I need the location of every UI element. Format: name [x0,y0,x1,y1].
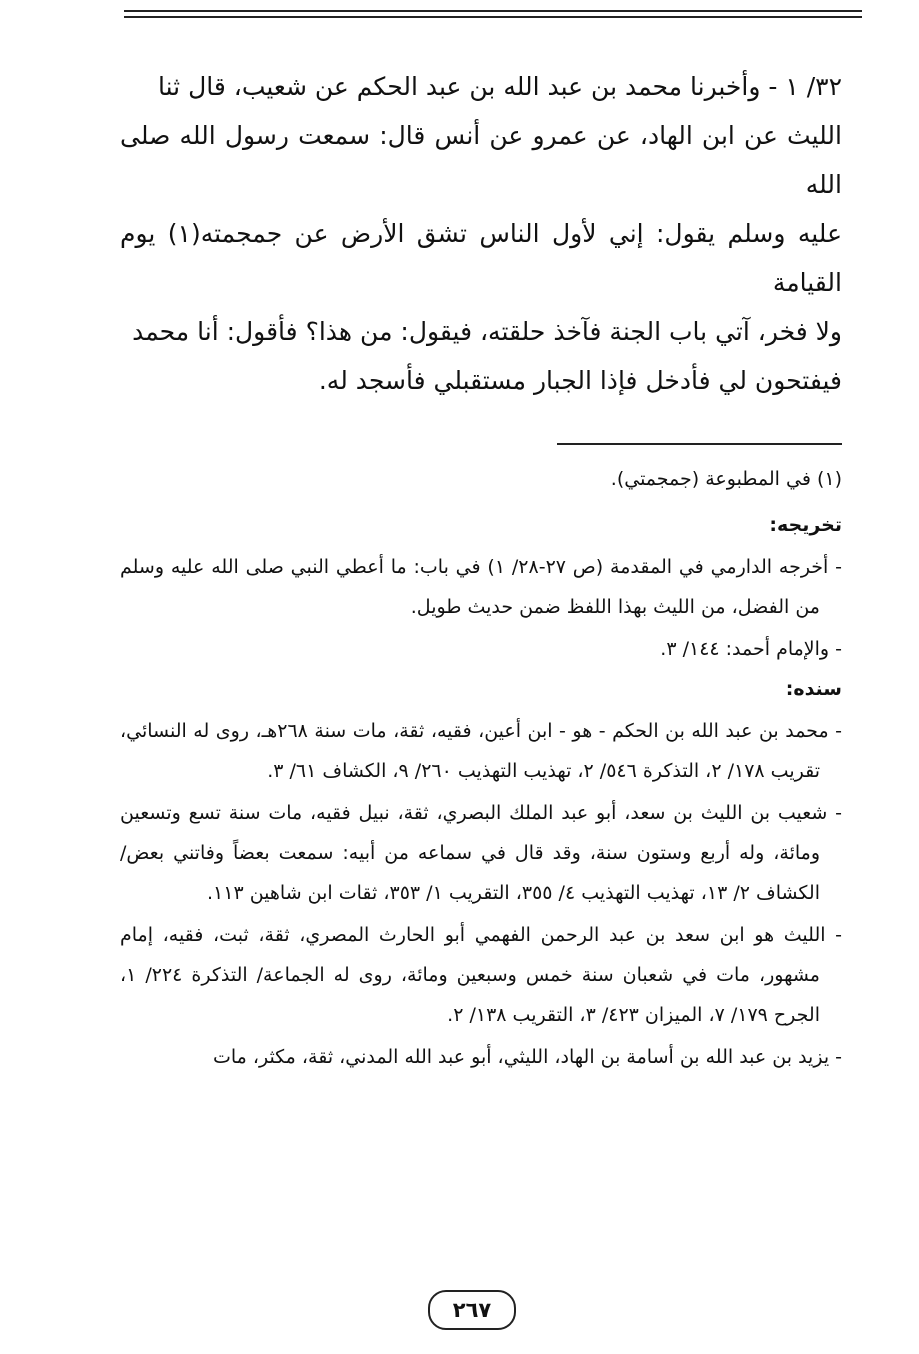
hadith-line: ٣٢/ ١ - وأخبرنا محمد بن عبد الله بن عبد الحكم عن شعيب، قال ثنا [158,72,842,101]
hadith-line: فيفتحون لي فأدخل فإذا الجبار مستقبلي فأسجد له. [318,366,842,395]
sanad-heading: سنده: [785,678,842,700]
sanad-entry: - يزيد بن عبد الله بن أسامة بن الهاد، الليثي، أبو عبد الله المدني، ثقة، مكثر، مات [212,1046,842,1068]
notes-section [120,461,842,1077]
hadith-line: ولا فخر، آتي باب الجنة فآخذ حلقته، فيقول: من هذا؟ فأقول: أنا محمد [132,317,842,346]
sanad-entry: - شعيب بن الليث بن سعد، أبو عبد الملك البصري، ثقة، نبيل فقيه، مات سنة تسع وتسعين ومائة، وله أربع وستون سنة، وقد قال في سماعه من أبيه: سمعت بعضاً وفاتني بعض/ الكشاف ٢/ ١٣، تهذيب التهذيب ٤/ ٣٥٥، التقريب ١/ ٣٥٣، ثقات ابن شاهين ١١٣. [120,802,842,904]
sanad-entry: - محمد بن عبد الله بن الحكم - هو - ابن أعين، فقيه، ثقة، مات سنة ٢٦٨هـ، روى له النسائي، تقريب ١٧٨/ ٢، التذكرة ٥٤٦/ ٢، تهذيب التهذيب ٢٦٠/ ٩، الكشاف ٦١/ ٣. [120,720,842,782]
footnote-separator [557,443,842,445]
sanad-entry: - الليث هو ابن سعد بن عبد الرحمن الفهمي أبو الحارث المصري، ثقة، ثبت، فقيه، إمام مشهور، مات في شعبان سنة خمس وسبعين ومائة، روى له الجماعة/ التذكرة ٢٢٤/ ١، الجرح ١٧٩/ ٧، الميزان ٤٢٣/ ٣، التقريب ١٣٨/ ٢. [120,924,842,1026]
takhrij-entry: - أخرجه الدارمي في المقدمة (ص ٢٧-٢٨/ ١) في باب: ما أعطي النبي صلى الله عليه وسلم من الفضل، من الليث بهذا اللفظ ضمن حديث طويل. [120,556,843,618]
page-body [120,62,842,1079]
header-rule-bottom [124,16,862,18]
takhrij-entry: - والإمام أحمد: ١٤٤/ ٣. [660,638,842,660]
header-rule-top [124,10,862,12]
hadith-line: الليث عن ابن الهاد، عن عمرو عن أنس قال: سمعت رسول الله صلى الله [120,121,842,199]
hadith-text [120,62,842,405]
page-number: ٢٦٧ [428,1290,516,1330]
hadith-line: عليه وسلم يقول: إني لأول الناس تشق الأرض عن جمجمته(١) يوم القيامة [120,219,842,297]
footnote: (١) في المطبوعة (جمجمتي). [610,468,842,490]
takhrij-heading: تخريجه: [769,514,842,536]
